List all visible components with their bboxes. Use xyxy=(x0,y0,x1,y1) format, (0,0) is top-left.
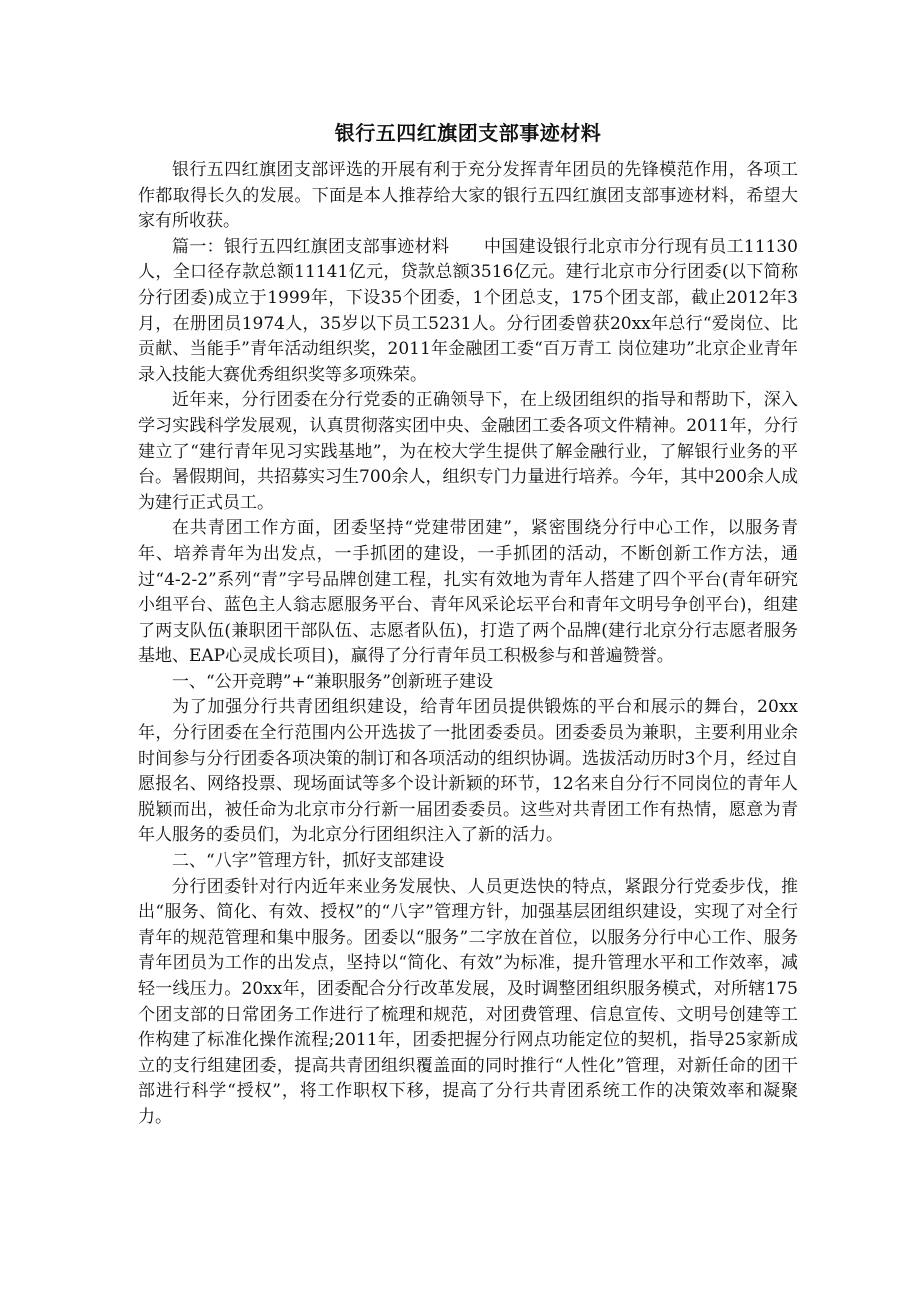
body-paragraph: 近年来，分行团委在分行党委的正确领导下，在上级团组织的指导和帮助下，深入学习实践科学发展观，认真贯彻落实团中央、金融团工委各项文件精神。2011年，分行建立了“建行青年见习实践基地”，为在校大学生提供了解金融行业，了解银行业务的平台。暑假期间，共招募实习生700余人，组织专门力量进行培养。今年，其中200余人成为建行正式员工。 xyxy=(138,390,798,513)
body-paragraph: 篇一：银行五四红旗团支部事迹材料 中国建设银行北京市分行现有员工11130人，全口径存款总额11141亿元，贷款总额3516亿元。建行北京市分行团委(以下简称分行团委)成立于1999年，下设35个团委，1个团总支，175个团支部，截止2012年3月，在册团员1974人，35岁以下员工5231人。分行团委曾获20xx年总行“爱岗位、比贡献、当能手”青年活动组织奖，2011年金融团工委“百万青工 岗位建功”北京企业青年录入技能大赛优秀组织奖等多项殊荣。 xyxy=(138,236,798,385)
body-paragraph: 在共青团工作方面，团委坚持“党建带团建”，紧密围绕分行中心工作，以服务青年、培养青年为出发点，一手抓团的建设，一手抓团的活动，不断创新工作方法，通过“4-2-2”系列“青”字号品牌创建工程，扎实有效地为青年人搭建了四个平台(青年研究小组平台、蓝色主人翁志愿服务平台、青年风采论坛平台和青年文明号争创平台)，组建了两支队伍(兼职团干部队伍、志愿者队伍)，打造了两个品牌(建行北京分行志愿者服务基地、EAP心灵成长项目)，赢得了分行青年员工积极参与和普遍赞誉。 xyxy=(138,518,798,667)
intro-paragraph: 银行五四红旗团支部评选的开展有利于充分发挥青年团员的先锋模范作用，各项工作都取得长久的发展。下面是本人推荐给大家的银行五四红旗团支部事迹材料，希望大家有所收获。 xyxy=(138,160,798,232)
section-heading: 一、“公开竞聘”+“兼职服务”创新班子建设 xyxy=(172,671,494,692)
body-paragraph: 分行团委针对行内近年来业务发展快、人员更迭快的特点，紧跟分行党委步伐，推出“服务、简化、有效、授权”的“八字”管理方针，加强基层团组织建设，实现了对全行青年的规范管理和集中服务。团委以“服务”二字放在首位，以服务分行中心工作、服务青年团员为工作的出发点，坚持以“简化、有效”为标准，提升管理水平和工作效率，减轻一线压力。20xx年，团委配合分行改革发展，及时调整团组织服务模式，对所辖175个团支部的日常团务工作进行了梳理和规范，对团费管理、信息宣传、文明号创建等工作构建了标准化操作流程;2011年，团委把握分行网点功能定位的契机，指导25家新成立的支行组建团委，提高共青团组织覆盖面的同时推行“人性化”管理，对新任命的团干部进行科学“授权”，将工作职权下移，提高了分行共青团系统工作的决策效率和凝聚力。 xyxy=(138,876,798,1127)
document-title: 银行五四红旗团支部事迹材料 xyxy=(334,121,602,145)
document-page xyxy=(138,118,798,1131)
body-paragraph: 为了加强分行共青团组织建设，给青年团员提供锻炼的平台和展示的舞台，20xx年，分行团委在全行范围内公开选拔了一批团委委员。团委委员为兼职，主要利用业余时间参与分行团委各项决策的制订和各项活动的组织协调。选拔活动历时3个月，经过自愿报名、网络投票、现场面试等多个设计新颖的环节，12名来自分行不同岗位的青年人脱颖而出，被任命为北京市分行新一届团委委员。这些对共青团工作有热情，愿意为青年人服务的委员们，为北京分行团组织注入了新的活力。 xyxy=(138,697,798,846)
section-heading: 二、“八字”管理方针，抓好支部建设 xyxy=(172,851,445,872)
